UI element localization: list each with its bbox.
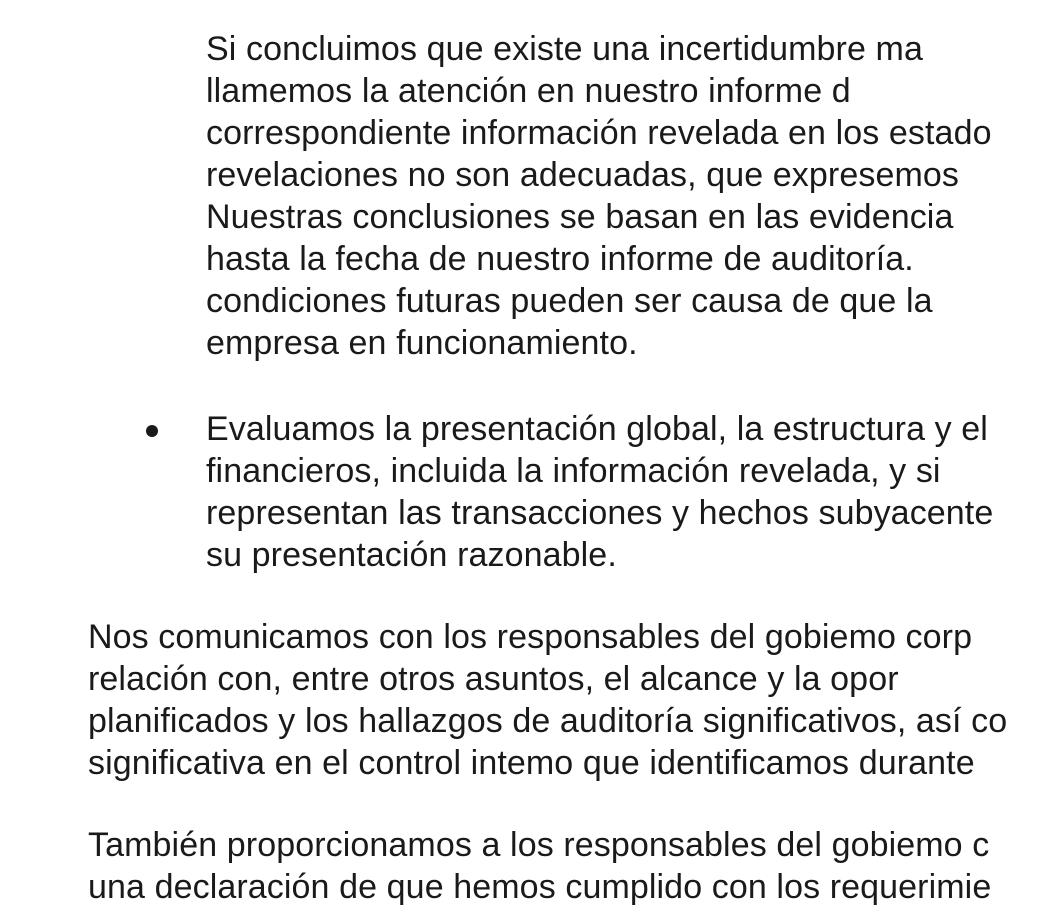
text-line: Nos comunicamos con los responsables del gobiemo corp — [88, 618, 973, 656]
text-line: hasta la fecha de nuestro informe de auditoría. — [206, 240, 914, 278]
text-line: financieros, incluida la información revelada, y si — [206, 452, 941, 490]
text-line: condiciones futuras pueden ser causa de que la — [206, 282, 933, 320]
text-line: una declaración de que hemos cumplido con los requerimie — [88, 868, 992, 906]
text-line: Si concluimos que existe una incertidumbre ma — [206, 30, 923, 68]
text-line: su presentación razonable. — [206, 536, 617, 574]
text-line: llamemos la atención en nuestro informe d — [206, 72, 851, 110]
text-line: relación con, entre otros asuntos, el alcance y la opor — [88, 660, 899, 698]
text-line: empresa en funcionamiento. — [206, 324, 638, 362]
bullet-icon — [146, 425, 158, 437]
text-line: También proporcionamos a los responsables del gobiemo c — [88, 826, 990, 864]
text-line: significativa en el control intemo que identificamos durante — [88, 744, 975, 782]
text-line: Nuestras conclusiones se basan en las evidencia — [206, 198, 954, 236]
text-line: planificados y los hallazgos de auditoría significativos, así co — [88, 702, 1008, 740]
text-line: representan las transacciones y hechos subyacente — [206, 494, 994, 532]
text-line: Evaluamos la presentación global, la estructura y el — [206, 410, 988, 448]
text-line: correspondiente información revelada en los estado — [206, 114, 992, 152]
text-line: revelaciones no son adecuadas, que expresemos — [206, 156, 959, 194]
